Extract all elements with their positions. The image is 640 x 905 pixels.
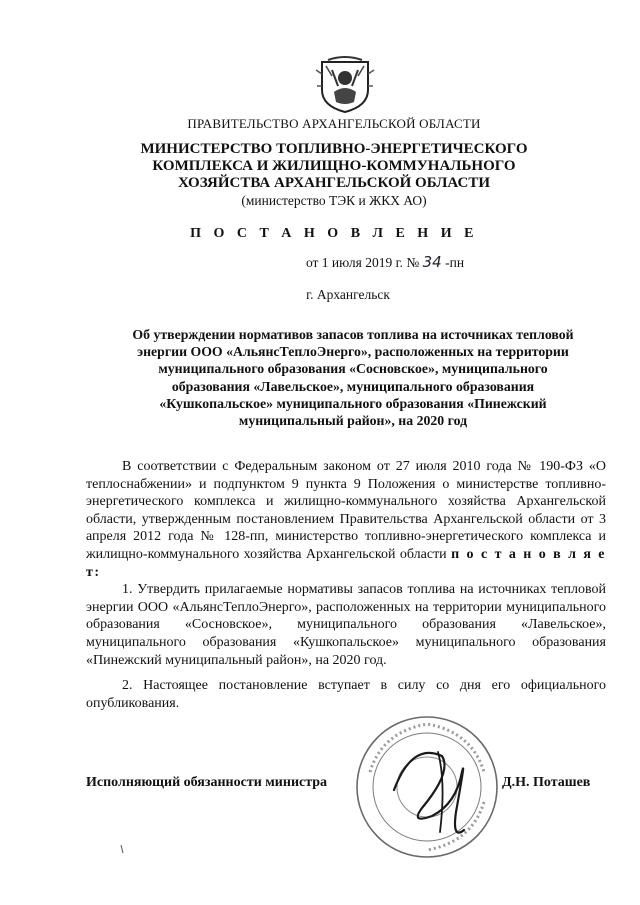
ministry-line: МИНИСТЕРСТВО ТОПЛИВНО-ЭНЕРГЕТИЧЕСКОГО — [140, 141, 528, 157]
item-2-paragraph: 2. Настоящее постановление вступает в силу со дня его официального опубликования. — [86, 678, 606, 711]
document-type: П О С Т А Н О В Л Е Н И Е — [190, 226, 478, 241]
number-suffix: -пн — [445, 255, 465, 270]
government-name: ПРАВИТЕЛЬСТВО АРХАНГЕЛЬСКОЙ ОБЛАСТИ — [187, 116, 481, 131]
document-body — [86, 458, 606, 712]
scan-mark — [120, 845, 124, 853]
handwritten-signature-icon — [394, 752, 464, 833]
title-line: образования «Лавельское», муниципального образования — [171, 378, 535, 394]
coat-of-arms-icon — [314, 56, 376, 114]
ministry-line: ХОЗЯЙСТВА АРХАНГЕЛЬСКОЙ ОБЛАСТИ — [177, 175, 491, 191]
handwritten-number: 34 — [422, 253, 442, 271]
title-line: энергии ООО «АльянсТеплоЭнерго», расположенных на территории — [137, 344, 569, 360]
title-line: муниципальный район», на 2020 год — [238, 413, 468, 429]
round-seal-stamp-icon — [352, 712, 502, 862]
ministry-name — [0, 141, 640, 209]
title-line: «Кушкопальское» муниципального образования «Пинежский — [159, 395, 547, 411]
signatory-position: Исполняющий обязанности министра — [86, 775, 328, 790]
document-title — [100, 326, 606, 429]
item-1-paragraph: 1. Утвердить прилагаемые нормативы запасов топлива на источниках тепловой энергии ООО «АльянсТеплоЭнерго», расположенных на территории муниципального образования «Сосновское», муниципального образования «Лавельское», муниципального образования «Кушкопальское» муниципального образования «Пинежский муниципальный район», на 2020 год. — [86, 582, 606, 668]
ministry-line: КОМПЛЕКСА И ЖИЛИЩНО-КОММУНАЛЬНОГО — [152, 158, 516, 174]
preamble-paragraph — [86, 458, 606, 581]
decree-word: п о с т а н о в л я е т: — [86, 546, 607, 580]
title-line: Об утверждении нормативов запасов топлива на источниках тепловой — [132, 327, 574, 342]
preamble-text: В соответствии с Федеральным законом от 27 июля 2010 года № 190-ФЗ «О теплоснабжении» и подпунктом 9 пункта 9 Положения о министерстве топливно-энергетического комплекса и жилищно-коммунального хозяйства Архангельской области, утвержденным постановлением Правительства Архангельской области от 3 апреля 2012 года № 128-пп, министерство топливно-энергетического комплекса и жилищно-коммунального хозяйства Архангельской области — [86, 459, 606, 562]
document-city: г. Архангельск — [306, 287, 390, 302]
ministry-short-name: (министерство ТЭК и ЖКХ АО) — [241, 193, 427, 208]
document-date-number — [0, 253, 640, 271]
date-prefix: от 1 июля 2019 г. № — [305, 255, 420, 270]
signatory-name: Д.Н. Поташев — [502, 775, 591, 790]
title-line: муниципального образования «Сосновское», муниципального — [158, 361, 548, 377]
